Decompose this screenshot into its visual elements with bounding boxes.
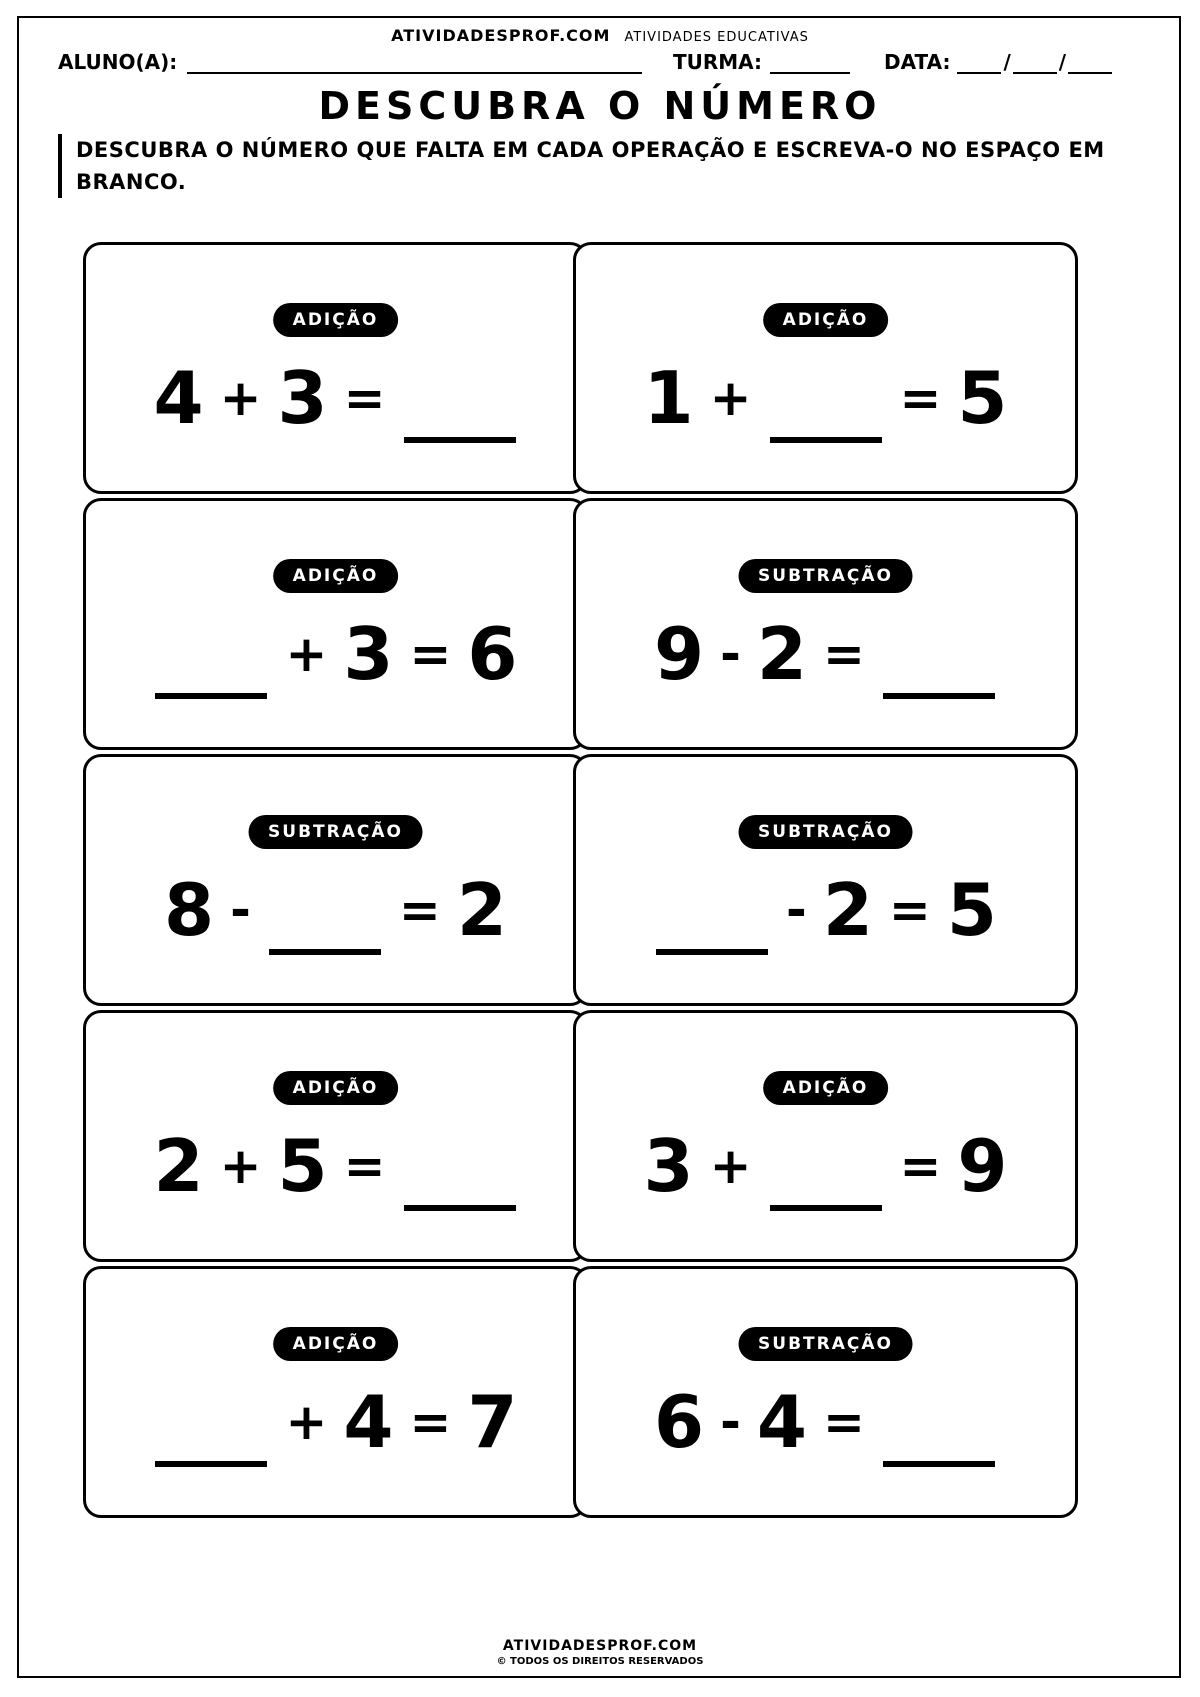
operator: - [720,625,741,683]
number: 6 [654,1380,705,1464]
aluno-field[interactable] [58,50,642,74]
equation [86,1377,585,1467]
operator: + [219,1137,262,1195]
operation-badge: ADIÇÃO [763,303,889,337]
site-header [0,26,1200,45]
footer-site: ATIVIDADESPROF.COM [502,1638,698,1654]
number: 2 [822,868,873,952]
operator: = [888,881,931,939]
answer-blank[interactable] [770,367,882,443]
operation-badge: SUBTRAÇÃO [738,559,913,593]
equation [86,865,585,955]
operator: = [899,1137,942,1195]
site-subtitle: ATIVIDADES EDUCATIVAS [624,30,809,45]
equation [86,353,585,443]
number: 3 [643,1124,694,1208]
turma-line[interactable] [770,52,850,74]
operator: = [343,1137,386,1195]
number: 7 [467,1380,518,1464]
operator: + [709,1137,752,1195]
exercise-card [83,1010,588,1262]
answer-blank[interactable] [883,623,995,699]
operator: + [219,369,262,427]
site-name: ATIVIDADESPROF.COM [391,26,611,45]
number: 4 [153,356,204,440]
number: 1 [643,356,694,440]
operation-badge: ADIÇÃO [763,1071,889,1105]
turma-label: TURMA: [673,50,763,74]
instructions: DESCUBRA O NÚMERO QUE FALTA EM CADA OPERAÇÃO E ESCREVA-O NO ESPAÇO EM BRANCO. [58,134,1136,198]
operator: - [230,881,251,939]
number: 9 [654,612,705,696]
operator: = [823,625,865,683]
exercise-card [573,498,1078,750]
student-fields [58,50,1148,80]
aluno-label: ALUNO(A): [58,50,178,74]
operator: = [899,369,942,427]
operator: - [786,881,807,939]
operation-badge: SUBTRAÇÃO [738,1327,913,1361]
answer-blank[interactable] [770,1135,882,1211]
equation [86,609,585,699]
equation [576,1121,1075,1211]
footer-copyright: © TODOS OS DIREITOS RESERVADOS [496,1656,704,1667]
number: 4 [756,1380,808,1464]
number: 2 [756,612,808,696]
answer-blank[interactable] [404,367,516,443]
number: 5 [946,868,997,952]
operator: + [285,1393,328,1451]
data-field[interactable] [884,50,1112,74]
number: 6 [467,612,518,696]
data-year-line[interactable] [1068,52,1112,74]
answer-blank[interactable] [155,623,267,699]
number: 3 [277,356,328,440]
aluno-line[interactable] [187,52,642,74]
exercise-card [573,1266,1078,1518]
exercise-card [83,242,588,494]
exercise-grid [83,242,1123,1612]
number: 2 [153,1124,204,1208]
exercise-card [573,754,1078,1006]
data-month-line[interactable] [1013,52,1057,74]
number: 3 [343,612,394,696]
equation [576,865,1075,955]
number: 9 [957,1124,1008,1208]
equation [576,353,1075,443]
operator: = [409,625,452,683]
answer-blank[interactable] [155,1391,267,1467]
operator: = [343,369,386,427]
number: 5 [277,1124,328,1208]
operator: - [720,1393,741,1451]
number: 5 [957,356,1008,440]
data-label: DATA: [884,50,951,74]
equation [576,1377,1075,1467]
footer [0,1638,1200,1667]
page-title: DESCUBRA O NÚMERO [318,84,882,128]
exercise-card [83,498,588,750]
answer-blank[interactable] [404,1135,516,1211]
turma-field[interactable] [673,50,850,74]
answer-blank[interactable] [883,1391,995,1467]
operation-badge: SUBTRAÇÃO [248,815,423,849]
exercise-card [83,1266,588,1518]
exercise-card [573,1010,1078,1262]
operator: + [709,369,752,427]
operation-badge: ADIÇÃO [273,559,399,593]
number: 8 [164,868,215,952]
operator: = [823,1393,865,1451]
operator: = [409,1393,452,1451]
operator: + [285,625,328,683]
number: 2 [456,868,507,952]
operator: = [398,881,441,939]
operation-badge: ADIÇÃO [273,1071,399,1105]
answer-blank[interactable] [269,879,381,955]
exercise-card [573,242,1078,494]
equation [86,1121,585,1211]
equation [576,609,1075,699]
operation-badge: ADIÇÃO [273,1327,399,1361]
answer-blank[interactable] [656,879,768,955]
number: 4 [343,1380,394,1464]
exercise-card [83,754,588,1006]
data-day-line[interactable] [957,52,1001,74]
operation-badge: ADIÇÃO [273,303,399,337]
data-sep: / [1003,50,1011,74]
operation-badge: SUBTRAÇÃO [738,815,913,849]
data-sep: / [1058,50,1067,74]
